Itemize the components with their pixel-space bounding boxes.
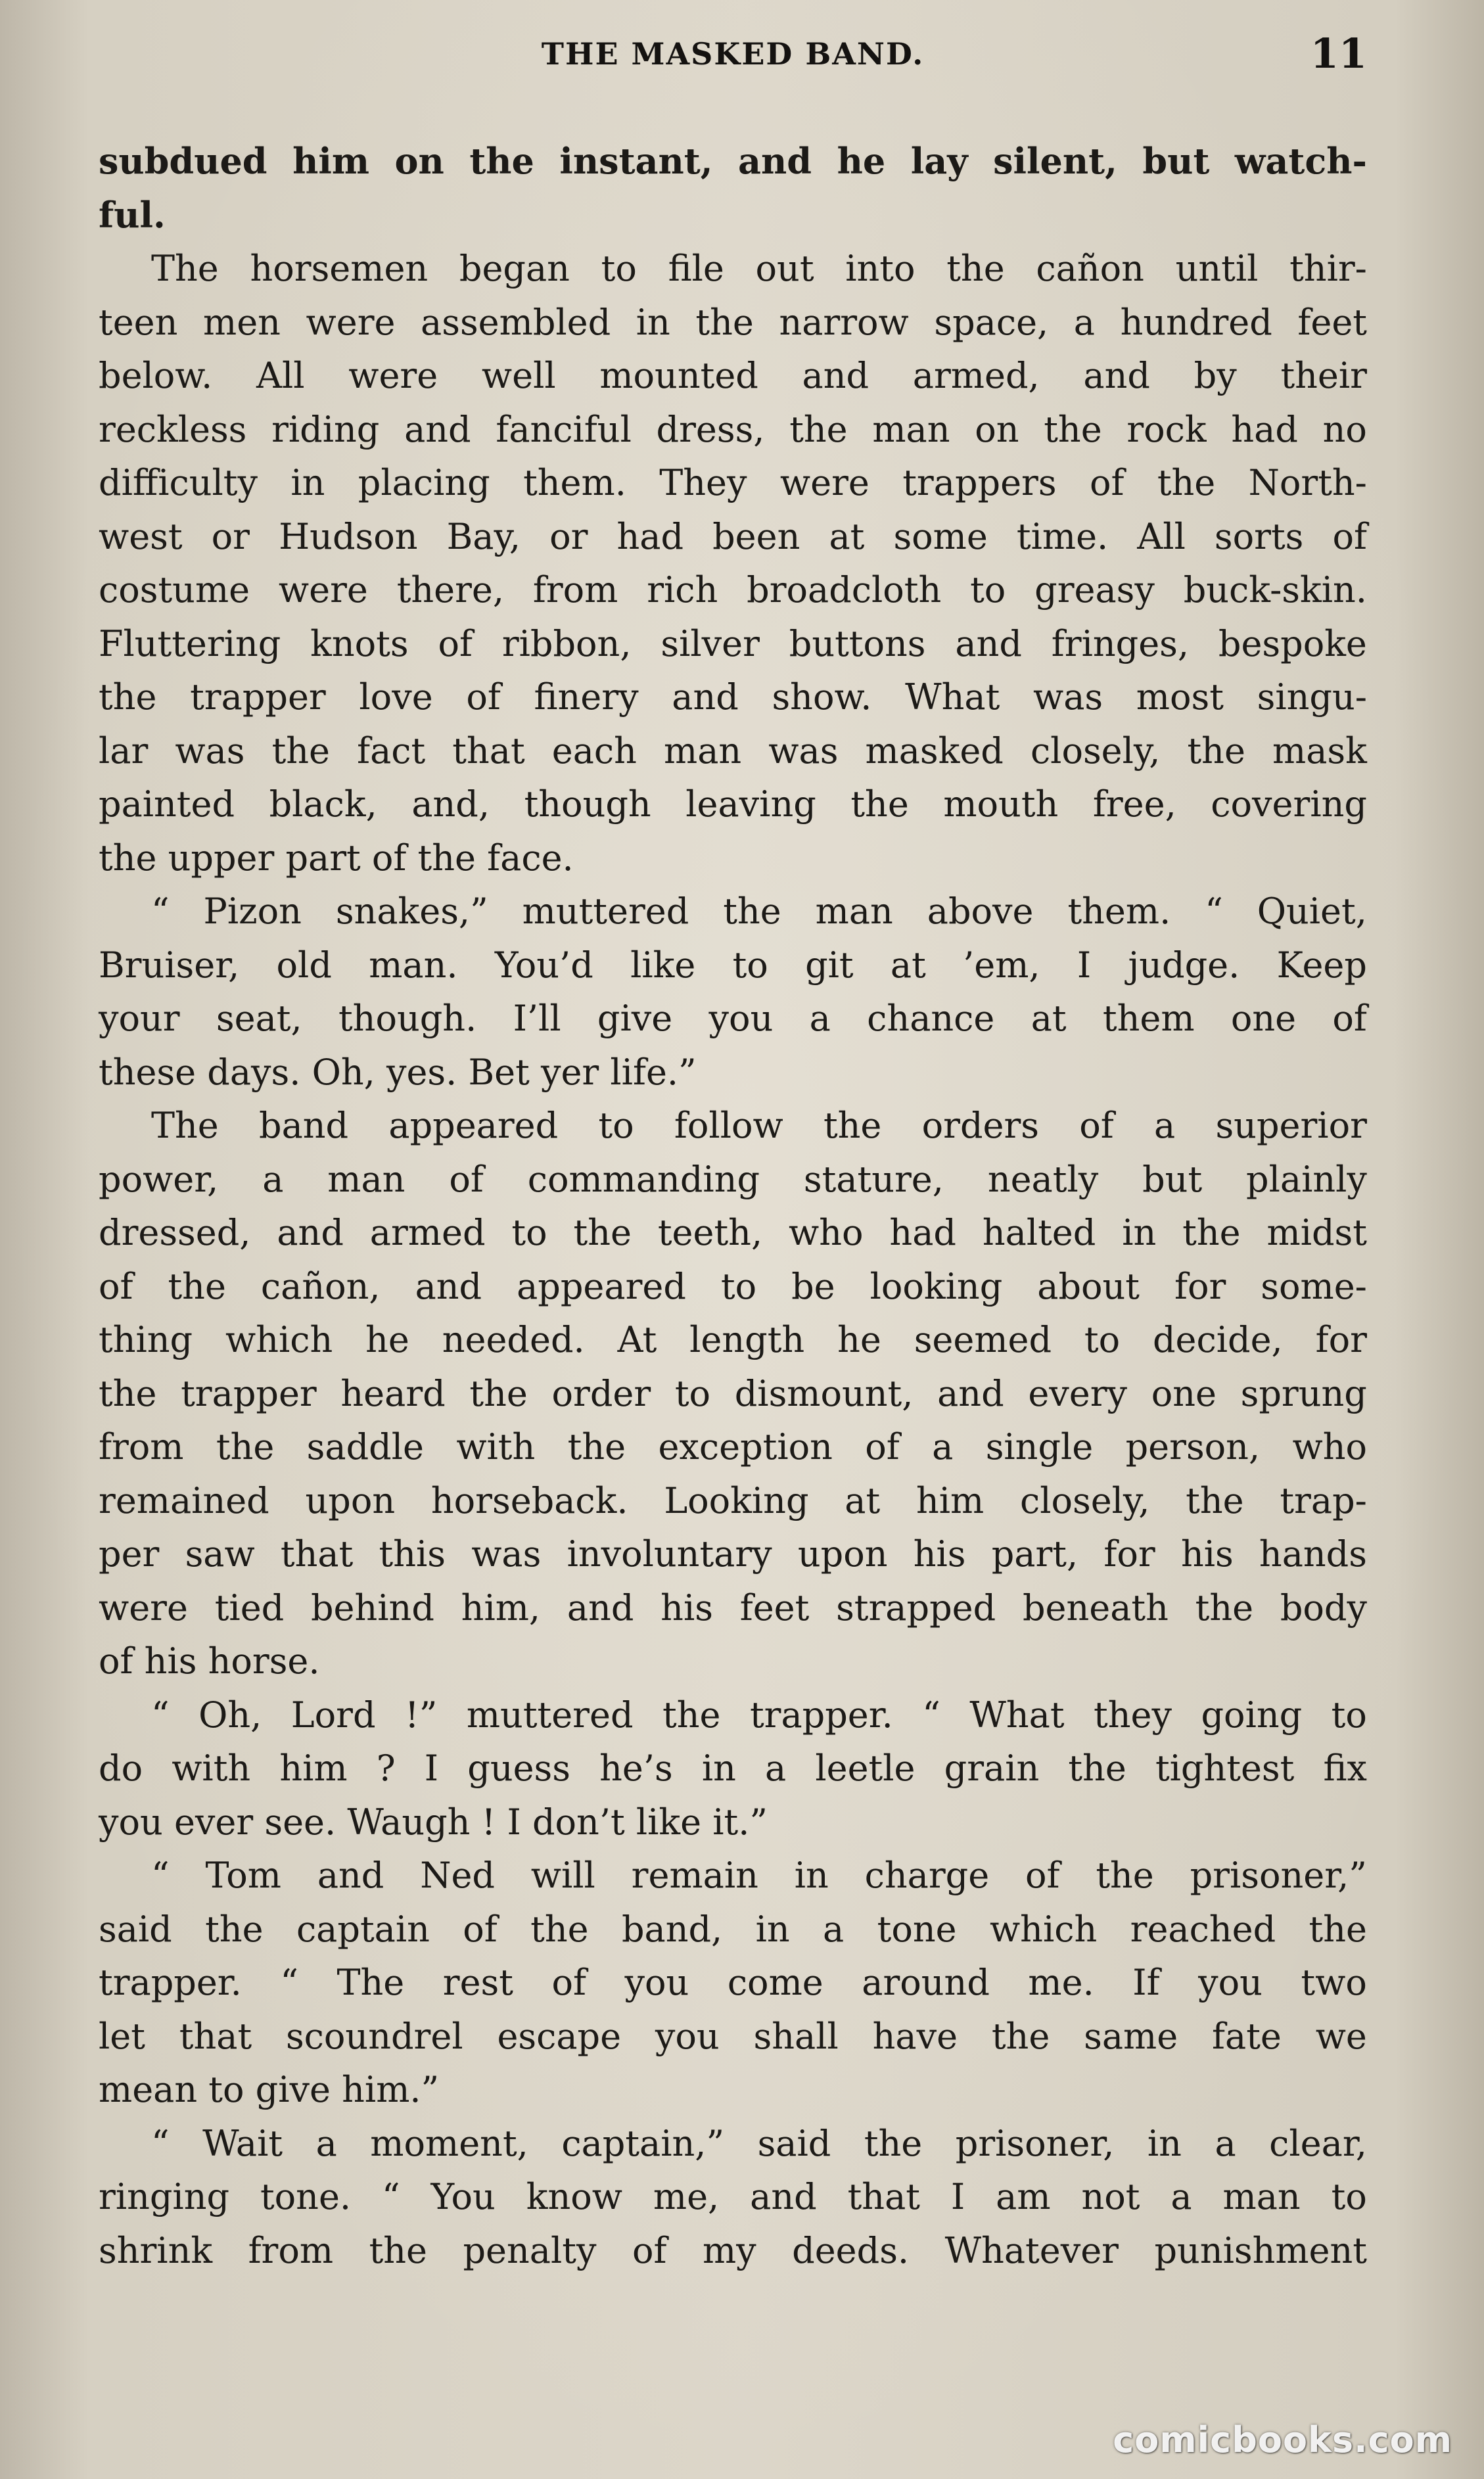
text-line: these days. Oh, yes. Bet yer life.” [99,1051,697,1093]
text-line: Bruiser, old man. You’d like to git at ’em, I judge. Keep [99,944,1367,986]
text-line: The band appeared to follow the orders of a superior [151,1105,1367,1146]
text-line: your seat, though. I’ll give you a chance at them one of [99,998,1367,1039]
text-line: let that scoundrel escape you shall have the same fate we [99,2015,1367,2057]
text-line: were tied behind him, and his feet strapped beneath the body [99,1587,1367,1629]
text-line: the trapper love of finery and show. What was most singu- [99,676,1367,718]
text-line: “ Pizon snakes,” muttered the man above them. “ Quiet, [151,891,1367,932]
text-line: costume were there, from rich broadcloth to greasy buck-skin. [99,569,1367,611]
text-line: “ Oh, Lord !” muttered the trapper. “ What they going to [151,1694,1367,1736]
text-line: from the saddle with the exception of a single person, who [99,1426,1367,1468]
text-line: teen men were assembled in the narrow space, a hundred feet [99,301,1367,343]
text-line: ringing tone. “ You know me, and that I am not a man to [99,2176,1367,2217]
text-line: trapper. “ The rest of you come around me. If you two [99,1962,1367,2003]
body-text [99,135,1367,2277]
text-line: mean to give him.” [99,2069,440,2110]
text-line: difficulty in placing them. They were trappers of the North- [99,462,1367,503]
text-line: subdued him on the instant, and he lay silent, but watch- [99,140,1367,182]
text-line: The horsemen began to file out into the cañon until thir- [151,248,1367,289]
text-line: thing which he needed. At length he seemed to decide, for [99,1319,1367,1360]
text-line: said the captain of the band, in a tone which reached the [99,1908,1367,1950]
text-line: remained upon horseback. Looking at him closely, the trap- [99,1479,1367,1521]
text-line: “ Wait a moment, captain,” said the prisoner, in a clear, [151,2122,1367,2164]
watermark: comicbooks.com [1113,2419,1452,2461]
page-header [99,30,1367,89]
running-title: THE MASKED BAND. [541,36,925,72]
text-line: the upper part of the face. [99,837,574,879]
text-line: dressed, and armed to the teeth, who had halted in the midst [99,1212,1367,1253]
text-line: painted black, and, though leaving the mouth free, covering [99,783,1367,825]
text-line: “ Tom and Ned will remain in charge of the prisoner,” [151,1855,1367,1896]
text-line: per saw that this was involuntary upon his part, for his hands [99,1533,1367,1575]
text-line: of the cañon, and appeared to be looking about for some- [99,1265,1367,1307]
text-line: the trapper heard the order to dismount, and every one sprung [99,1372,1367,1414]
text-line: shrink from the penalty of my deeds. Whatever punishment [99,2229,1367,2271]
text-line: Fluttering knots of ribbon, silver buttons and fringes, bespoke [99,622,1367,664]
text-line: you ever see. Waugh ! I don’t like it.” [99,1801,768,1843]
text-line: reckless riding and fanciful dress, the man on the rock had no [99,408,1367,450]
text-line: below. All were well mounted and armed, and by their [99,355,1367,396]
text-line: lar was the fact that each man was masked closely, the mask [99,730,1367,772]
text-line: west or Hudson Bay, or had been at some time. All sorts of [99,515,1367,557]
text-line: of his horse. [99,1640,320,1682]
text-line: power, a man of commanding stature, neatly but plainly [99,1158,1367,1200]
text-line: ful. [99,193,166,236]
text-line: do with him ? I guess he’s in a leetle grain the tightest fix [99,1748,1367,1789]
page-number: 11 [1310,30,1367,78]
